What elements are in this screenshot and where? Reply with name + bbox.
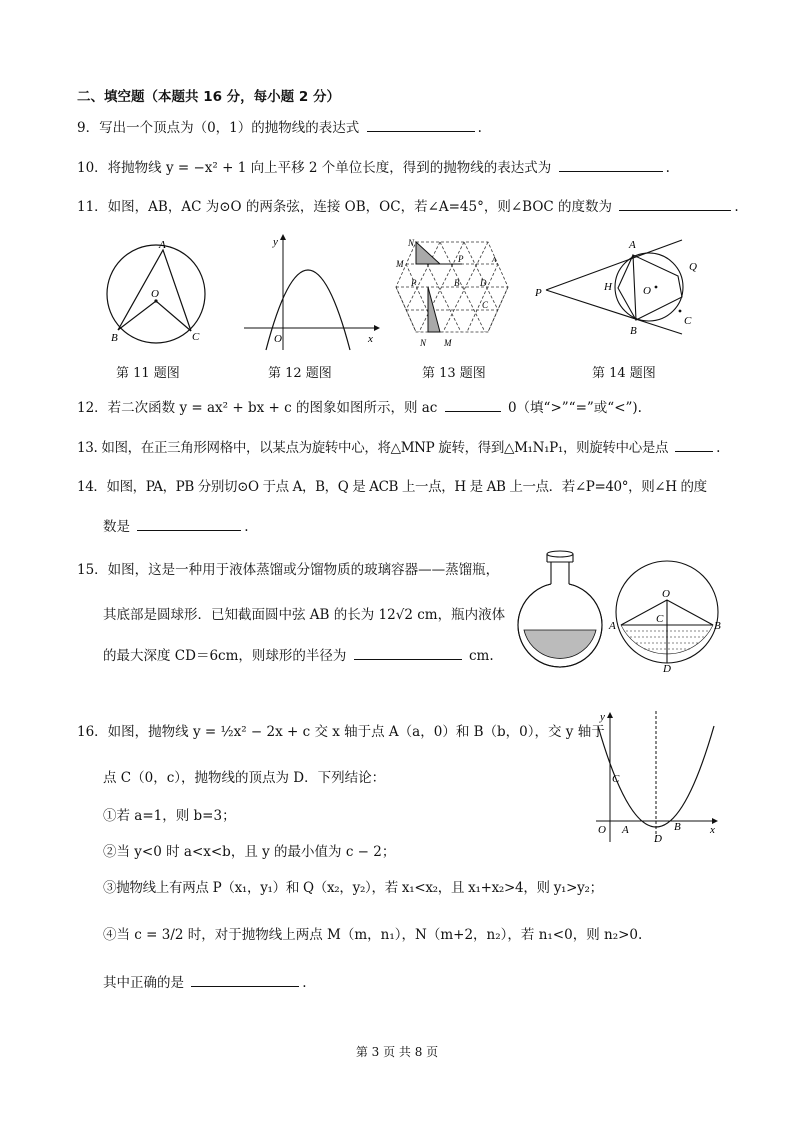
question-14-line1: 14．如图，PA，PB 分别切⊙O 于点 A，B，Q 是 ACB 上一点，H 是 AB 上一点．若∠P=40°，则∠H 的度 bbox=[77, 479, 707, 495]
figure-16 bbox=[592, 706, 722, 846]
fig15-label-a: A bbox=[609, 620, 616, 632]
answer-blank-9[interactable] bbox=[367, 117, 475, 132]
fig14-label-a: A bbox=[629, 239, 636, 251]
question-13-text: 13. 如图，在正三角形网格中，以某点为旋转中心，将△MNP 旋转，得到△M₁N₁P₁，则旋转中心是点 bbox=[77, 440, 669, 456]
question-15-text-c: 的最大深度 CD＝6cm，则球形的半径为 bbox=[103, 648, 347, 664]
answer-blank-16[interactable] bbox=[191, 972, 299, 987]
question-11-text: 11．如图，AB，AC 为⊙O 的两条弦，连接 OB，OC，若∠A=45°，则∠BOC 的度数为 bbox=[77, 199, 613, 215]
question-10 bbox=[77, 157, 670, 178]
section-heading: 二、填空题（本题共 16 分，每小题 2 分） bbox=[77, 89, 340, 105]
question-13-end: . bbox=[716, 440, 721, 456]
question-15-line1: 15．如图，这是一种用于液体蒸馏或分馏物质的玻璃容器——蒸馏瓶， bbox=[77, 562, 500, 578]
fig14-label-b: B bbox=[630, 325, 637, 337]
question-14-end: . bbox=[244, 519, 249, 535]
question-14-line2 bbox=[103, 516, 249, 537]
question-16-line1: 16．如图，抛物线 y = ½x² − 2x + c 交 x 轴于点 A（a，0）和 B（b，0），交 y 轴于 bbox=[77, 724, 605, 740]
figure-15-section bbox=[608, 548, 738, 673]
question-14-text-b: 数是 bbox=[103, 519, 130, 535]
question-16-conclusion-4: ④当 c = 3/2 时，对于抛物线上两点 M（m，n₁），N（m+2，n₂），若 n₁<0，则 n₂>0. bbox=[103, 927, 643, 943]
fig12-label-x: x bbox=[368, 333, 373, 345]
question-15-end: cm. bbox=[469, 648, 494, 664]
figure-11 bbox=[100, 236, 220, 356]
fig14-label-o: O bbox=[643, 285, 651, 297]
question-9 bbox=[77, 117, 482, 138]
fig16-label-c: C bbox=[612, 773, 620, 785]
fig15-label-o: O bbox=[662, 588, 670, 600]
question-16-answer bbox=[103, 972, 307, 993]
answer-blank-11[interactable] bbox=[619, 196, 731, 211]
answer-blank-13[interactable] bbox=[675, 437, 713, 452]
question-10-text: 10．将抛物线 y = −x² + 1 向上平移 2 个单位长度，得到的抛物线的表达式为 bbox=[77, 160, 552, 176]
question-16-conclusion-3: ③抛物线上有两点 P（x₁，y₁）和 Q（x₂，y₂），若 x₁<x₂，且 x₁+x₂>4，则 y₁>y₂； bbox=[103, 880, 603, 896]
answer-blank-15[interactable] bbox=[354, 645, 462, 660]
question-16-answer-text: 其中正确的是 bbox=[103, 975, 184, 991]
fig14-label-q: Q bbox=[689, 261, 697, 273]
question-15-line2: 其底部是圆球形．已知截面圆中弦 AB 的长为 12√2 cm，瓶内液体 bbox=[103, 607, 506, 623]
fig12-label-y: y bbox=[273, 236, 278, 248]
fig16-label-y: y bbox=[600, 711, 605, 723]
fig14-label-h: H bbox=[604, 281, 612, 293]
question-10-end: . bbox=[665, 160, 670, 176]
fig16-label-a: A bbox=[622, 824, 629, 836]
fig16-label-o: O bbox=[598, 824, 606, 836]
fig16-label-d: D bbox=[654, 833, 662, 845]
fig15-label-d: D bbox=[663, 663, 671, 675]
fig13-label-c: C bbox=[482, 300, 489, 310]
question-11-end: . bbox=[734, 199, 739, 215]
fig11-label-b: B bbox=[111, 332, 118, 344]
question-9-end: . bbox=[477, 120, 482, 136]
fig13-label-a: A bbox=[492, 256, 497, 264]
question-12-end: 0（填“>”“=”或“<”). bbox=[507, 400, 642, 416]
question-13 bbox=[77, 437, 720, 458]
question-16-conclusion-1: ①若 a=1，则 b=3； bbox=[103, 808, 236, 824]
fig13-label-p: P bbox=[458, 254, 464, 264]
fig13-label-n1: N bbox=[420, 338, 427, 348]
answer-blank-14[interactable] bbox=[137, 516, 241, 531]
caption-fig13: 第 13 题图 bbox=[422, 366, 486, 381]
question-15-line3 bbox=[103, 645, 494, 666]
fig11-label-c: C bbox=[192, 331, 200, 343]
fig11-label-o: O bbox=[151, 288, 159, 300]
answer-blank-12[interactable] bbox=[445, 397, 501, 412]
fig13-label-n: N bbox=[408, 238, 415, 248]
figure-12 bbox=[240, 232, 380, 352]
question-12 bbox=[77, 397, 642, 418]
fig16-label-x: x bbox=[710, 824, 715, 836]
fig16-label-b: B bbox=[674, 821, 681, 833]
question-9-text: 9．写出一个顶点为（0，1）的抛物线的表达式 bbox=[77, 120, 360, 136]
fig12-label-o: O bbox=[274, 333, 282, 345]
fig13-label-p1: P bbox=[411, 278, 417, 288]
fig13-label-b: B bbox=[454, 278, 460, 288]
question-16-line2: 点 C（0，c），抛物线的顶点为 D．下列结论： bbox=[103, 770, 386, 786]
caption-fig12: 第 12 题图 bbox=[268, 366, 332, 381]
fig13-label-m: M bbox=[396, 259, 404, 269]
fig15-label-b: B bbox=[714, 620, 721, 632]
answer-blank-10[interactable] bbox=[559, 157, 663, 172]
question-11 bbox=[77, 196, 739, 217]
figure-13 bbox=[392, 236, 512, 351]
figure-14 bbox=[532, 232, 697, 342]
question-16-conclusion-2: ②当 y<0 时 a<x<b，且 y 的最小值为 c − 2； bbox=[103, 844, 396, 860]
fig11-label-a: A bbox=[159, 239, 166, 251]
fig15-label-c: C bbox=[656, 613, 664, 625]
page-footer: 第 3 页 共 8 页 bbox=[355, 1045, 439, 1059]
question-16-end: . bbox=[302, 975, 307, 991]
question-12-text: 12．若二次函数 y = ax² + bx + c 的图象如图所示，则 ac bbox=[77, 400, 438, 416]
fig14-label-c: C bbox=[684, 315, 692, 327]
fig13-label-m1: M bbox=[444, 338, 452, 348]
figure-15-flask bbox=[522, 548, 612, 668]
fig13-label-d: D bbox=[480, 278, 487, 288]
caption-fig14: 第 14 题图 bbox=[592, 366, 656, 381]
caption-fig11: 第 11 题图 bbox=[116, 366, 180, 381]
fig14-label-p: P bbox=[535, 287, 542, 299]
